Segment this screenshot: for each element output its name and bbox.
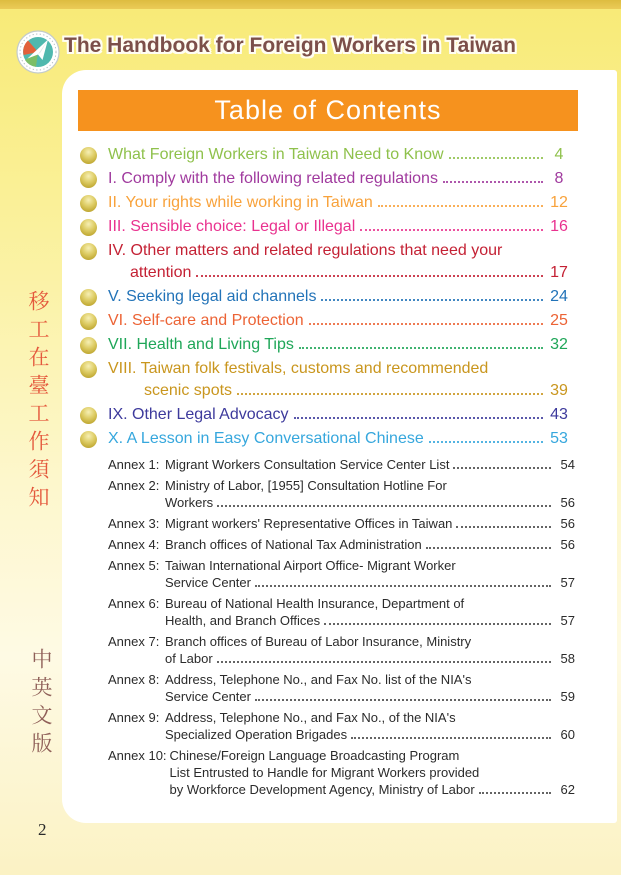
annex-entry-7[interactable] [108,633,575,667]
bullet-icon [80,219,97,236]
annex-text: of Labor [165,651,213,666]
dot-leader [479,792,551,794]
toc-entry-page: 17 [550,264,568,281]
dot-leader [217,661,551,663]
toc-entry-label: IX. Other Legal Advocacy [108,406,289,423]
annex-entry-6[interactable] [108,595,575,629]
toc-entry-label: IV. Other matters and related regulations that need your [108,242,503,259]
annex-label: Annex 2: [108,478,160,493]
annex-label: Annex 3: [108,516,160,531]
toc-entry-label-cont: attention [130,264,192,281]
annex-label: Annex 5: [108,558,160,573]
annex-text: Health, and Branch Offices [165,613,321,628]
annex-text: by Workforce Development Agency, Ministry of Labor [169,782,475,797]
page-number: 2 [38,820,47,839]
annex-label: Annex 7: [108,634,160,649]
annex-label: Annex 10: [108,748,167,763]
bullet-icon [80,147,97,164]
toc-entry-page: 53 [550,430,568,447]
annex-text: Address, Telephone No., and Fax No., of the NIA's [165,710,456,725]
annex-text: Specialized Operation Brigades [165,727,348,742]
toc-entry-page: 4 [554,146,564,163]
annex-text: Service Center [165,575,251,590]
annex-text: Migrant Workers Consultation Service Center List [165,457,450,472]
dot-leader [351,737,551,739]
toc-entry-label: II. Your rights while working in Taiwan [108,194,373,211]
toc-entry-4[interactable] [80,240,572,284]
annex-list [108,456,575,798]
dot-leader [299,347,543,349]
annex-label: Annex 8: [108,672,160,687]
annex-page: 58 [560,651,575,666]
bullet-icon [80,313,97,330]
toc-entry-label: What Foreign Workers in Taiwan Need to Know [108,146,444,163]
top-gold-strip [0,0,621,9]
annex-entry-8[interactable] [108,671,575,705]
dot-leader [426,547,551,549]
annex-entry-5[interactable] [108,557,575,591]
dot-leader [217,505,551,507]
bullet-icon [80,431,97,448]
dot-leader [378,205,543,207]
dot-leader [324,623,551,625]
annex-entry-10[interactable] [108,747,575,798]
toc-entry-page: 24 [550,288,568,305]
toc-entry-label: VIII. Taiwan folk festivals, customs and recommended [108,360,489,377]
toc-entry-page: 25 [550,312,568,329]
toc-entry-8[interactable] [80,358,572,402]
annex-label: Annex 1: [108,457,160,472]
dot-leader [456,526,551,528]
annex-text: Branch offices of National Tax Administration [165,537,422,552]
toc-entry-page: 12 [550,194,568,211]
annex-entry-1[interactable] [108,456,575,473]
annex-entry-2[interactable] [108,477,575,511]
annex-text: Migrant workers' Representative Offices in Taiwan [165,516,453,531]
annex-text: Taiwan International Airport Office- Migrant Worker [165,558,456,573]
page-header [0,26,621,74]
annex-page: 60 [560,727,575,742]
toc-entry-page: 43 [550,406,568,423]
annex-entry-9[interactable] [108,709,575,743]
toc-entry-5[interactable] [80,286,572,308]
toc-entry-3[interactable] [80,216,572,238]
annex-entry-4[interactable] [108,536,575,553]
toc-entry-page: 16 [550,218,568,235]
annex-text: Workers [165,495,214,510]
toc-entry-label-cont: scenic spots [144,382,233,399]
annex-page: 56 [560,516,575,531]
page-title: The Handbook for Foreign Workers in Taiwan [64,34,516,57]
dot-leader [449,157,543,159]
dot-leader [443,181,543,183]
dot-leader [255,699,551,701]
toc-entry-page: 39 [550,382,568,399]
annex-label: Annex 9: [108,710,160,725]
bullet-icon [80,195,97,212]
annex-text: Chinese/Foreign Language Broadcasting Program [169,748,460,763]
toc-banner-title: Table of Contents [214,95,442,125]
agency-logo-icon [16,30,60,74]
dot-leader [360,229,543,231]
toc-list [80,144,572,450]
toc-entry-label: V. Seeking legal aid channels [108,288,317,305]
annex-entry-3[interactable] [108,515,575,532]
bullet-icon [80,337,97,354]
bullet-icon [80,407,97,424]
annex-page: 59 [560,689,575,704]
toc-entry-7[interactable] [80,334,572,356]
annex-text: List Entrusted to Handle for Migrant Workers provided [169,765,480,780]
annex-text: Address, Telephone No., and Fax No. list of the NIA's [165,672,472,687]
annex-page: 56 [560,495,575,510]
bullet-icon [80,243,97,260]
toc-entry-6[interactable] [80,310,572,332]
annex-text: Ministry of Labor, [1955] Consultation Hotline For [165,478,447,493]
bullet-icon [80,361,97,378]
toc-entry-page: 32 [550,336,568,353]
toc-entry-label: III. Sensible choice: Legal or Illegal [108,218,356,235]
toc-entry-label: VII. Health and Living Tips [108,336,294,353]
content-panel [62,70,617,823]
annex-label: Annex 6: [108,596,160,611]
dot-leader [309,323,543,325]
toc-entry-label: I. Comply with the following related regulations [108,170,438,187]
toc-entry-2[interactable] [80,192,572,214]
dot-leader [453,467,551,469]
toc-entry-label: X. A Lesson in Easy Conversational Chinese [108,430,424,447]
bullet-icon [80,171,97,188]
dot-leader [429,441,543,443]
toc-entry-10[interactable] [80,428,572,450]
dot-leader [294,417,543,419]
toc-entry-intro[interactable] [80,144,572,166]
annex-label: Annex 4: [108,537,160,552]
dot-leader [321,299,543,301]
sidebar-vertical-title-cn: 移工在臺工作須知 [26,290,50,514]
annex-page: 56 [560,537,575,552]
dot-leader [255,585,551,587]
bullet-icon [80,289,97,306]
annex-page: 54 [560,457,575,472]
sidebar-vertical-edition-cn: 中英文版 [29,648,53,760]
toc-entry-1[interactable] [80,168,572,190]
annex-page: 57 [560,575,575,590]
annex-page: 62 [560,782,575,797]
annex-text: Bureau of National Health Insurance, Department of [165,596,465,611]
dot-leader [237,393,543,395]
annex-text: Service Center [165,689,251,704]
toc-entry-page: 8 [554,170,564,187]
toc-entry-9[interactable] [80,404,572,426]
annex-text: Branch offices of Bureau of Labor Insurance, Ministry [165,634,472,649]
toc-entry-label: VI. Self-care and Protection [108,312,304,329]
toc-banner [78,90,578,131]
dot-leader [196,275,543,277]
annex-page: 57 [560,613,575,628]
